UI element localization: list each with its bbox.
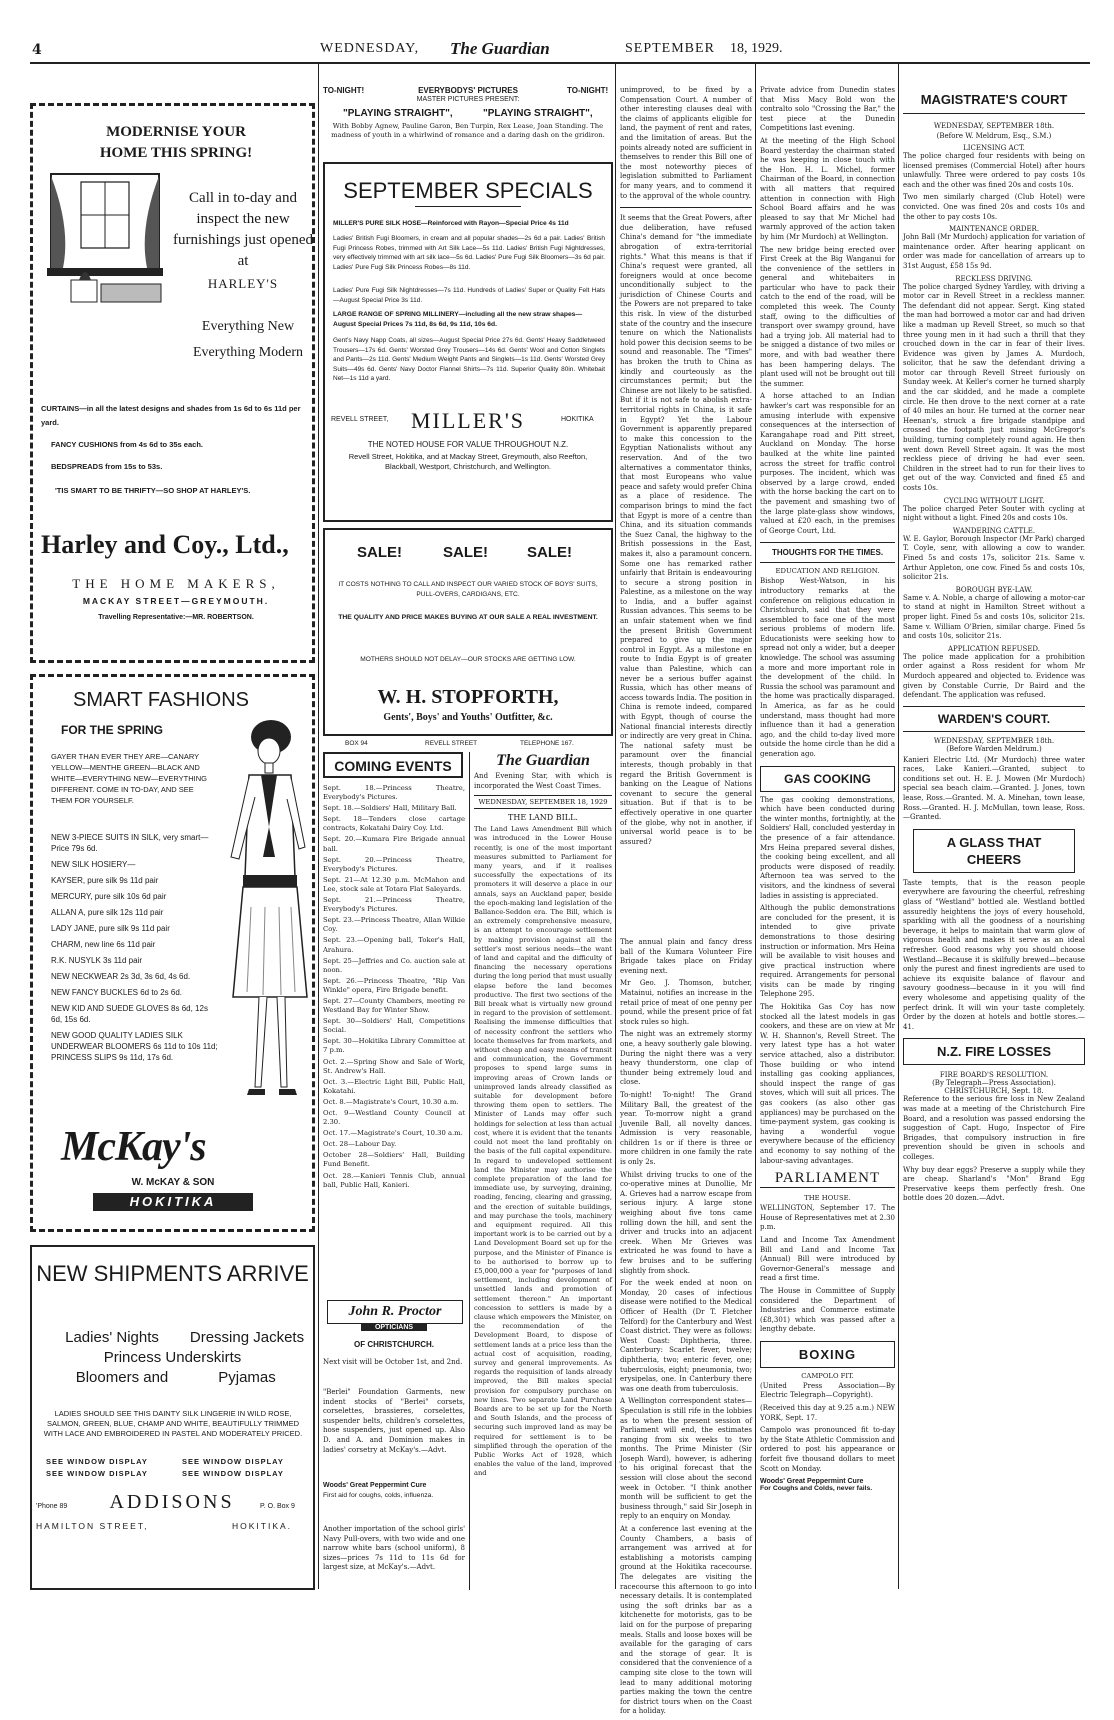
event-item: Oct. 28.—Kanieri Tennis Club, annual ball, Public Hall, Kanieri. bbox=[323, 1171, 465, 1189]
addisons-phone: 'Phone 89 bbox=[36, 1503, 68, 1510]
list-item: ALLAN A, pure silk 12s 11d pair bbox=[51, 908, 164, 917]
pictures-film-left: "PLAYING STRAIGHT", bbox=[343, 108, 453, 119]
subhead: BOROUGH BYE-LAW. bbox=[955, 585, 1033, 594]
column-6 bbox=[903, 86, 1085, 1207]
berlei-note: "Berlei" Foundation Garments, new indent stocks of "Berlei" corsets, corselettes, brassieres, corselettes, suspender belts, children's corselettes, hose suspenders, just opened up. Also D. and A. and Dominion makes in ladies' corsetry at McKay's.—Advt. bbox=[323, 1388, 465, 1454]
pictures-house: EVERYBODYS' PICTURES bbox=[418, 86, 518, 95]
stopforth-p2: THE QUALITY AND PRICE MAKES BUYING AT OUR SALE A REAL INVESTMENT. bbox=[338, 614, 598, 621]
event-item: Sept. 27—County Chambers, meeting re Westland Bay for Winter Show. bbox=[323, 996, 465, 1015]
list-item: MERCURY, pure silk 10s 6d pair bbox=[51, 892, 167, 901]
pictures-ad bbox=[323, 86, 613, 156]
addisons-desc: LADIES SHOULD SEE THIS DAINTY SILK LINGERIE IN WILD ROSE, SALMON, GREEN, BLUE, CHAMP AND WHITE, BEAUTIFULLY TRIMMED WITH LACE AND EMBROIDERED IN PASTEL AND MODERATELY PRICED. bbox=[43, 1409, 303, 1438]
guardian-sub: And Evening Star, with which is incorporated the West Coast Times. bbox=[474, 772, 612, 790]
gas-heading: GAS COOKING bbox=[760, 766, 895, 792]
events-list bbox=[323, 784, 465, 1192]
court-item: Same v. A. Noble, a charge of allowing a motor-car to stand at night in Hamilton Street without a proper light. Fined 5s and costs 10s, solicitor 21s. Same v. William O'Brien, similar charge. Fined 5s and costs 10s, solicitor 21s. bbox=[903, 593, 1085, 641]
addisons-line3b: Pyjamas bbox=[218, 1369, 276, 1386]
guardian-title: The Guardian bbox=[496, 752, 590, 769]
mckay-intro: GAYER THAN EVER THEY ARE—CANARY YELLOW—MENTHE GREEN—BLACK AND WHITE—EVERYTHING NEW—EVERYTHING DIFFERENT. COME IN TO-DAY, AND SEE THEM FOR YOURSELF. bbox=[51, 752, 207, 805]
subhead: LICENSING ACT. bbox=[963, 144, 1025, 152]
millers-tag: THE NOTED HOUSE FOR VALUE THROUGHOUT N.Z. bbox=[367, 440, 569, 449]
news-item: (Received this day at 9.25 a.m.) NEW YORK, Sept. 17. bbox=[760, 1404, 895, 1422]
editorial-land-bill: The Land Laws Amendment Bill which was introduced in the Lower House recently, is one of the most important measures submitted to Parliament for many years, and if it realises successfully the expectations of its promoters it will deserve a place in our annals, says an Auckland paper, beside the epoch-making land legislation of the Ballance-Seddon era. The Bill, which is an extremely comprehensive measure, is an attempt to encourage settlement by making provision against all the settler's most serious needs—the want of land and capital and the difficulty of financing the necessary operations during the long period that must usually elapse before the land becomes productive. The first two sections of the Bill break what is virtually new ground in regard to the provision of settlement. Realising the immense difficulties that of necessity confront the settlers who locate themselves far from markets, and without cheap and easy means of transit and communication, the Government proposes to spend large sums in improving areas of Crown lands or unimproved lands already classified as suitable for development before throwing them open to settlers. The Minister of Lands may offer such holdings for selection at less than actual cost, where it is evident that the tenants could not meet the land profitably on the basis of the full capital expenditure. In regard to undeveloped settlement land the Minister may authorise the complete preparation of the land for immediate use, by surveying, draining, roading, fencing, clearing and grassing, and the erection of suitable buildings, and may purchase the tools, machinery and equipment required. All this important work is to be carried out by a Land Development Board set up for the purpose, and the Minister of Finance is to be authorised to borrow up to £5,000,000 a year for "purposes of land settlement, including development of unsettled lands and promotion of settlement thereon." An important concession to settlers is made by a clause which empowers the Minister, on the recommendation of the Development Board, to dispose of settlement lands at a price less than the actual cost of acquisition, roading, survey and general improvements. As regards the requisition of lands already improved, the Bill makes special provision for compulsory purchase on new lines. Two separate Land Purchase Boards are to be set up for the North and South Islands, and the process of securing such improved land as may be required for settlement is to be simplified through the operation of the Public Works Act of 1928, which enables the value of the land, improved and bbox=[474, 825, 612, 1478]
news-item: Land and Income Tax Amendment Bill and Land and Income Tax (Annual) Bill were introduced by Governor-General's message and read a first time. bbox=[760, 1235, 895, 1283]
event-item: Sept. 25—Jeffries and Co. auction sale at noon. bbox=[323, 956, 465, 974]
mckay-list bbox=[51, 832, 221, 1068]
news-item: Although the public demonstrations are concluded for the present, it is intended to give private demonstrations to those desiring instruction or information. Mrs Heina will be available to visit houses and give practical instruction where required. Arrangements for personal visits can be made by ringing Telephone 295. bbox=[760, 904, 895, 999]
list-item: R.K. NUSYLK 3s 11d pair bbox=[51, 956, 143, 965]
news-item: Why buy dear eggs? Preserve a supply while they are cheap. Sharland's "Mon" Brand Egg Preservative keeps them perfectly fresh. One bottle does 20 dozen.—Advt. bbox=[903, 1165, 1085, 1203]
addisons-town: HOKITIKA. bbox=[232, 1521, 293, 1531]
fashion-lady-illustration bbox=[221, 707, 315, 1117]
woods-tag-1: First aid for coughs, colds, influenza. bbox=[323, 1492, 434, 1499]
addisons-see-2: SEE WINDOW DISPLAY bbox=[182, 1457, 284, 1466]
court-item: The police charged four residents with being on licensed premises (Commercial Hotel) after hours unlawfully. Three were ordered to pay costs 10s each and the other was fined 20s and costs 10s. bbox=[903, 152, 1085, 189]
news-item: The gas cooking demonstrations, which have been conducted during the winter months, fortnightly, at the Soldiers' Hall, concluded yesterday in the presence of a fair attendance. Mrs Heina prepared several dishes, the cooking being excellent, and all products were disposed of readily. Afternoon tea was served to the visitors, and the kindness of several ladies in assisting is appreciated. bbox=[760, 795, 895, 900]
event-item: Sept. 21—At 12.30 p.m. McMahon and Lee, stock sale at Totara Flat Saleyards. bbox=[323, 875, 465, 893]
events-title-box bbox=[323, 752, 463, 778]
mckay-headline: SMART FASHIONS bbox=[73, 689, 249, 711]
news-item: The Hokitika Gas Coy has now stocked all the latest models in gas cookers, and these are on view at Mr W. H. Shannon's, Revell Street. The very latest type has a hot water service attached, also a distributor. Those building or who intend installing gas cooking appliances, should inspect the range of gas stoves, which will suit all prices. The gas cookers (as also other gas appliances) may be purchased on the time-payment system, gas cooking is having a wonderful vogue everywhere because of the efficiency and economy to say nothing of the labour-saving advantages. bbox=[760, 1003, 895, 1165]
event-item: Sept. 23.—Princess Theatre, Allan Wilkie Coy. bbox=[323, 916, 465, 934]
event-item: October 28—Soldiers' Hall, Building Fund Benefit. bbox=[323, 1151, 465, 1169]
fire-subhead: FIRE BOARD'S RESOLUTION. bbox=[939, 1071, 1049, 1080]
list-item: NEW FANCY BUCKLES 6d to 2s 6d. bbox=[51, 988, 183, 997]
millers-p4: Gent's Navy Napp Coats, all sizes—August Special Price 27s 6d. Gents' Heavy Saddletweed Trousers—17s 6d. Gents' Worsted Grey Trousers—14s 6d. Gents' Wool and Cotton Singlets and Pants—2s 11d. Gents' Medium Weight Pants and Singlets—1s 11d. Gents' Worsted Grey Suits—49s 6d. Gents' Navy Doctor Flannel Shirts—7s 11d. Superior Quality 80in. Whitebait Net—1s 11d a yard. bbox=[333, 337, 605, 382]
stopforth-street: REVELL STREET bbox=[425, 740, 478, 747]
glass-heading: A GLASS THAT CHEERS bbox=[913, 829, 1075, 873]
news-item: For the week ended at noon on Monday, 20 cases of infectious disease were notified to the Medical Officer of Health (Dr T. Fletcher Telford) for the Canterbury and West Coast district. They were as follows: West Coast: Diphtheria, three. Canterbury: Scarlet fever, twelve; diphtheria, two; enteric fever, one; tuberculosis, eight; pneumonia, two; erysipelas, one. In Canterbury there was one death from tuberculosis. bbox=[620, 1279, 752, 1393]
millers-p1: Ladies' British Fugi Bloomers, in cream and all popular shades—2s 6d a pair. Ladies' British Fugi Princess Robes, trimmed with Art Silk Lace—5s 11d. Ladies' British Fugi Nightdresses, very effectively trimmed with art silk lace—5s 6d. Ladies' Pure Fugi Silk Bloomers—3s 6d pair. Ladies' Pure Fugi Silk Princess Robes—8s 11d. bbox=[333, 235, 605, 271]
list-item: NEW NECKWEAR 2s 3d, 3s 6d, 4s 6d. bbox=[51, 972, 191, 981]
subhead: MAINTENANCE ORDER. bbox=[948, 225, 1040, 234]
list-item: NEW KID AND SUEDE GLOVES 8s 6d, 12s 6d, 15s 6d. bbox=[51, 1004, 208, 1024]
millers-p2: Ladies' Pure Fugi Silk Nightdresses—7s 11d. Hundreds of Ladies' Super or Quality Felt Hats—August Special Price 3s 11d. bbox=[333, 287, 605, 304]
mckay-sub: FOR THE SPRING bbox=[61, 723, 164, 737]
news-item: A Wellington correspondent states—Speculation is still rife in the lobbies as to when the present session of Parliament will end, the estimates ranging from six weeks to two months. The Prime Minister (Sir Joseph Ward), however, is adhering to his original forecast that the session will close about the second week in October. "I think another month will be sufficient to get the business through," said Sir Joseph in reply to an enquiry on Monday. bbox=[620, 1397, 752, 1521]
column-rule bbox=[615, 64, 616, 1589]
news-item: Campolo was pronounced fit to-day by the State Athletic Commission and ordered to post his appearance or forfeit five thousand dollars to meet Scott on Monday. bbox=[760, 1426, 895, 1473]
proctor-visit: Next visit will be October 1st, and 2nd. bbox=[323, 1358, 463, 1366]
stopforth-p1: IT COSTS NOTHING TO CALL AND INSPECT OUR VARIED STOCK OF BOYS' SUITS, PULL-OVERS, CARDIGANS, ETC. bbox=[338, 581, 598, 598]
list-item: NEW GOOD QUALITY LADIES SILK UNDERWEAR BLOOMERS 6s 11d to 10s 11d; PRINCESS SLIPS 9s 11d, 17s 6d. bbox=[51, 1031, 218, 1062]
subhead: CYCLING WITHOUT LIGHT. bbox=[943, 496, 1045, 505]
news-item: Private advice from Dunedin states that Miss Macy Bold won the contralto solo "Crossing the Bar," the test piece at the Dunedin Competitions last evening. bbox=[760, 86, 895, 133]
harley-thrifty: 'TIS SMART TO BE THRIFTY—SO SHOP AT HARLEY'S. bbox=[55, 486, 251, 495]
addisons-ad bbox=[30, 1245, 315, 1590]
column-5 bbox=[760, 86, 895, 1492]
sale-3: SALE! bbox=[527, 544, 572, 561]
editorial bbox=[474, 752, 612, 1482]
subhead: WANDERING CATTLE. bbox=[952, 526, 1036, 535]
woods-tag-2: For Coughs and Colds, never fails. bbox=[760, 1485, 873, 1493]
harley-tag: THE HOME MAKERS, bbox=[72, 576, 280, 591]
millers-right: HOKITIKA bbox=[561, 416, 594, 423]
addisons-line1a: Ladies' Nights bbox=[65, 1329, 159, 1346]
house-heading: THE HOUSE. bbox=[804, 1194, 851, 1203]
news-item: The new bridge being erected over First Creek at the Big Wanganui for the convenience of the settlers in general and whitebaiters in particular who have to pack their catch to the end of the road, will be completed this week. The County staff, owing to the difficulties of transport over swampy ground, have had a trying job. All material had to be snigged a distance of two miles or more, and with bad weather there has been hampering delays. The plant used will not be brought out till the summer. bbox=[760, 245, 895, 388]
news-item: The House in Committee of Supply considered the Department of Industries and Commerce estimate (£8,301) which was passed after a lengthy debate. bbox=[760, 1286, 895, 1334]
addisons-name: ADDISONS bbox=[109, 1491, 235, 1513]
column-4 bbox=[620, 86, 752, 850]
addisons-see-3: SEE WINDOW DISPLAY bbox=[46, 1469, 148, 1478]
addisons-see-4: SEE WINDOW DISPLAY bbox=[182, 1469, 284, 1478]
event-item: Sept. 18.—Soldiers' Hall, Military Ball. bbox=[323, 804, 457, 813]
millers-headline: SEPTEMBER SPECIALS bbox=[343, 178, 593, 203]
event-item: Oct. 9—Westland County Council at 2.30. bbox=[323, 1109, 465, 1127]
event-item: Oct. 2.—Spring Show and Sale of Work, St. Andrew's Hall. bbox=[323, 1057, 465, 1075]
event-item: Sept. 23.—Opening ball, Toker's Hall, Arahura. bbox=[323, 936, 465, 954]
parliament-heading: PARLIAMENT bbox=[760, 1170, 895, 1188]
millers-p3: LARGE RANGE OF SPRING MILLINERY—including all the new straw shapes—August Special Prices 7s 11d, 8s 6d, 9s 11d, 10s 6d. bbox=[333, 311, 583, 328]
event-item: Sept. 21.—Princess Theatre, Everybody's Pictures. bbox=[323, 896, 465, 914]
column-4-news bbox=[620, 938, 752, 1720]
court-date: WEDNESDAY, SEPTEMBER 18th. bbox=[933, 122, 1055, 130]
event-item: Sept. 18—Tenders close cartage contracts, Kokatahi Dairy Coy. Ltd. bbox=[323, 815, 465, 833]
event-item: Sept. 20.—Princess Theatre, Everybody's Pictures. bbox=[323, 855, 465, 873]
proctor-city: OF CHRISTCHURCH. bbox=[354, 1340, 434, 1349]
news-item: A horse attached to an Indian hawker's cart was responsible for an amusing interlude with expensive consequences at the intersection of Karangahape road and Pitt street, Auckland on Monday. The horse baulked at the white line painted across the street for traffic control purposes. The incident, which was observed by a large crowd, ended with the horse backing the cart on to the pavement and smashing two of the large plate-glass show windows, valued at £20 each, in the premises of George Court, Ltd. bbox=[760, 392, 895, 535]
magistrate-heading: MAGISTRATE'S COURT bbox=[903, 86, 1085, 114]
millers-name: MILLER'S bbox=[410, 408, 526, 433]
stopforth-box: BOX 94 bbox=[345, 740, 368, 747]
news-item: The night was an extremely stormy one, a heavy southerly gale blowing. During the night there was a very heavy thunderstorm, one clap of thunder being extremely loud and close. bbox=[620, 1030, 752, 1087]
masthead-month: SEPTEMBER bbox=[625, 41, 715, 56]
window-curtain-illustration bbox=[41, 168, 169, 306]
news-item: At a conference last evening at the County Chambers, a basis of arrangement was arrived at for establishing a motorists camping ground at the Hokitika racecourse. The delegates are visiting the racecourse this afternoon to go into necessary details. It is contemplated using the soft drinks bar as a kitchenette for motorists, gas to be laid on for the purpose of preparing meals. Stalls and loose boxes will be available for the garaging of cars and the storage of gear. It is considered that the convenience of a camping site close to the town will lead to many additional motoring parties making the town the centre for district tours when on the Coast for a holiday. bbox=[620, 1525, 752, 1716]
addisons-line1b: Dressing Jackets bbox=[189, 1329, 305, 1346]
mckay-logo: McKay's bbox=[61, 1124, 206, 1170]
addisons-street: HAMILTON STREET, bbox=[36, 1521, 149, 1531]
sale-1: SALE! bbox=[357, 544, 402, 561]
harley-store: HARLEY'S bbox=[207, 276, 279, 291]
masthead-day: WEDNESDAY, bbox=[320, 41, 420, 56]
sale-2: SALE! bbox=[443, 544, 488, 561]
event-item: Oct. 17.—Magistrate's Court, 10.30 a.m. bbox=[323, 1129, 463, 1138]
court-item: Two men similarly charged (Club Hotel) were convicted. One was fined 20s and costs 10s and the other to pay costs 10s. bbox=[903, 193, 1085, 221]
warden-heading: WARDEN'S COURT. bbox=[903, 706, 1085, 732]
news-item: WELLINGTON, September 17. The House of Representatives met at 2.30 p.m. bbox=[760, 1204, 895, 1232]
woods-cure-1: Woods' Great Peppermint Cure bbox=[323, 1482, 427, 1489]
harley-name: Harley and Coy., Ltd., bbox=[41, 530, 289, 559]
event-item: Sept. 18.—Princess Theatre, Everybody's Pictures. bbox=[323, 784, 465, 802]
masthead-paper: The Guardian bbox=[450, 39, 550, 58]
news-item: To-night! To-night! The Grand Military Ball, the greatest of the year. To-morrow night a grand Juvenile Ball, all novelty dances. Admission is very reasonable, children 1s or if there is three or more children in one family the rate is only 2s. bbox=[620, 1090, 752, 1167]
news-item: Reference to the serious fire loss in New Zealand was made at a meeting of the Christchurch Fire Board, and a resolution was passed endorsing the suggestion of Capt. Hugo, Inspector of Fire Brigades, that compulsory instruction in fire prevention should be given in schools and colleges. bbox=[903, 1095, 1085, 1161]
boxing-heading: BOXING bbox=[760, 1341, 895, 1368]
court-item: Kanieri Electric Ltd. (Mr Murdoch) three water races, Lake Kanieri.—Granted, subject to conditions set out. H. E. J. Mowen (Mr Murdoch) special sea beach claim.—Granted. J. Jones, town lease, Ross.—Granted. M. A. Minehan, town lease, Ross.—Granted. H. J. McMullan, town lease, Ross.—Granted. bbox=[903, 755, 1085, 822]
column-rule bbox=[755, 64, 756, 1589]
pictures-film-right: "PLAYING STRAIGHT", bbox=[483, 108, 593, 119]
addisons-headline: NEW SHIPMENTS ARRIVE bbox=[36, 1261, 309, 1286]
page-number: 4 bbox=[32, 42, 42, 58]
court-item: The police charged Peter Souter with cycling at night without a light. Fined 20s and costs 10s. bbox=[903, 504, 1085, 523]
editorial-continuation: unimproved, to be fixed by a Compensation Court. A number of other interesting clauses deal with the claims of applicants eligible for land, the payment of rent and rates, and the limitation of areas. But the points already noted are sufficient in themselves to render this Bill one of the most noteworthy pieces of legislation submitted to Parliament for many years, and to commend it to the approval of the whole country. bbox=[620, 86, 752, 200]
column-rule bbox=[469, 752, 470, 1590]
news-item: At the meeting of the High School Board yesterday the chairman stated he was keeping in close touch with the Hon. H. L. Michel, former Chairman of the Board, in connection with all matters that required attention in connection with High School Board affairs and he was pleased to say that Mr Michel had warmly approved of the action taken by him (Mr Murdoch) at Wellington. bbox=[760, 136, 895, 241]
pictures-cast: With Bobby Agnew, Pauline Garon, Ben Turpin, Rex Lease, Joan Standing. The madness of youth in a whirlwind of romance and a daring dash on the gridiron. bbox=[331, 122, 605, 139]
event-item: Sept. 26.—Princess Theatre, "Rip Van Winkle" opera, Fire Brigade benefit. bbox=[323, 976, 465, 994]
addisons-box: P. O. Box 9 bbox=[260, 1503, 295, 1510]
mckay-ad bbox=[30, 674, 315, 1232]
pictures-presents: MASTER PICTURES PRESENT: bbox=[416, 96, 520, 103]
fight-heading: CAMPOLO FIT. bbox=[801, 1371, 854, 1380]
news-item: Whilst driving trucks to one of the co-operative mines at Dunollie, Mr A. Grieves had a narrow escape from serious injury. A large stone weighing about five tons came rolling down the hill, and sent the driver and trucks into an adjacent creek. When Mr Grieves was extricated he was found to have a few bruises and to be suffering slightly from shock. bbox=[620, 1170, 752, 1275]
events-title: COMING EVENTS bbox=[334, 758, 452, 774]
proctor-sub: OPTICIANS bbox=[361, 1324, 427, 1331]
millers-ad bbox=[323, 162, 613, 522]
news-item: (United Press Association—By Electric Telegraph—Copyright). bbox=[760, 1381, 895, 1400]
list-item: CHARM, new line 6s 11d pair bbox=[51, 940, 156, 949]
mckay-firm: W. McKAY & SON bbox=[131, 1177, 215, 1188]
news-item: Mr Geo. J. Thomson, butcher, Matainui, notifies an increase in the retail price of meat of one penny per pound, while the present price of fat stock rules so high. bbox=[620, 979, 752, 1026]
event-item: Sept. 30—Soldiers' Hall, Competitions Social. bbox=[323, 1017, 465, 1035]
mckay-town: HOKITIKA bbox=[93, 1193, 253, 1211]
subhead: APPLICATION REFUSED. bbox=[947, 644, 1041, 653]
harley-ad bbox=[30, 103, 315, 663]
warden-bench: (Before Warden Meldrum.) bbox=[946, 744, 1042, 753]
editorial-china: It seems that the Great Powers, after due deliberation, have refused China's demand for "the immediate abrogation of extra-territorial rights." What this means is that if China's request were granted, all foreigners would at once become unconditionally subject to the jurisdiction of Chinese Courts and the Powers are not prepared to take this risk. In view of the disturbed state of the country and the insecure tenure on which the Nationalists hold power this decision seems to be sound and reasonable. The "Times" has broken the truth to China as kindly and courteously as the circumstances permit; but the Chinese are not likely to be satisfied. But if it is not safe to abolish extra-territorial rights in China, is it safe in Egypt? Yet the Labour Government is apparently prepared to make this concession to the Egyptian Nationalists without any reservation. And of the two alternatives a commentator thinks, that most Europeans who value peace and safety would prefer China as a place of residence. The comparison brings to mind the fact that Egypt is more of a centre than China, and its situation commands the Suez Canal, the highway to the British possessions in the East, makes it, also a paramount concern. Some one has remarked rather unfairly that Britain is endeavouring to secure a strong position in Palestine, as a milestone on the way to India, and a buffer against Russian advances. This seems to be an unfair statement when we find the present British Government prepared to give up the major control in Egypt. As a milestone en route to India Egypt is of greater value than Palestine, which can never be a serious buffer against Russia, which has other means of access towards India. The position in China is remote indeed, compared with Egypt, though of course the National financial interests directly or indirectly are very great in China. The national safety must be paramount over the financial interests, though probably in that regard the British Government is banking on the League of Nations covenant to secure the general situation. But if that is to be effectively operative in one quarter of the globe, why not in another, if universal world peace is to be assured? bbox=[620, 214, 752, 846]
millers-left: REVELL STREET, bbox=[331, 416, 389, 423]
column-rule bbox=[898, 64, 899, 1589]
harley-addr: MACKAY STREET—GREYMOUTH. bbox=[82, 596, 270, 606]
masthead-date: 18, 1929. bbox=[730, 41, 783, 56]
millers-hose: MILLER'S PURE SILK HOSE—Reinforced with Rayon—Special Price 4s 11d bbox=[333, 220, 569, 227]
list-item: LADY JANE, pure silk 9s 11d pair bbox=[51, 924, 170, 933]
masthead bbox=[30, 38, 1090, 64]
news-item: The annual plain and fancy dress ball of the Kumara Volunteer Fire Brigade takes place on Friday evening next. bbox=[620, 938, 752, 975]
fire-city: CHRISTCHURCH, Sept. 18. bbox=[944, 1087, 1044, 1096]
addisons-line2: Princess Underskirts bbox=[103, 1349, 242, 1366]
pullovers-note: Another importation of the school girls' Navy Pull-overs, with two wide and one narrow white bars (school uniform), 8 sizes—prices 7s 11d to 11s 6d for largest size, at McKay's.—Advt. bbox=[323, 1525, 465, 1572]
court-item: The police made application for a prohibition order against a Ross resident for whom Mr Murdoch appeared and objected to. Evidence was given by Constable Currie, Dr Baird and the defendant. The application was refused. bbox=[903, 652, 1085, 700]
list-item: NEW 3-PIECE SUITS IN SILK, very smart—Price 79s 6d. bbox=[51, 833, 209, 853]
news-item: Bishop West-Watson, in his introductory remarks at the conference on religious education in Christchurch, said that they were assembled to face one of the most serious problems of modern life. Educationists were seeking how to spread not only a wider, but a deeper knowledge. The school was assuming a more and more important role in the development of the child. In Russia the school was paramount and the home was practically disparaged. In America, as far as he could understand, mass thought had more influence than it had a generation ago, and the child to-day lived more outside the home circle than he did a generation ago. bbox=[760, 577, 895, 758]
guardian-dateline: WEDNESDAY, SEPTEMBER 18, 1929 bbox=[474, 795, 612, 809]
proctor-ad bbox=[323, 1300, 465, 1380]
stopforth-tel: TELEPHONE 167. bbox=[520, 740, 574, 747]
harley-headline: MODERNISE YOUR HOME THIS SPRING! bbox=[99, 124, 253, 161]
proctor-name: John R. Proctor bbox=[327, 1300, 463, 1324]
edu-heading: EDUCATION AND RELIGION. bbox=[775, 567, 880, 576]
addisons-line3a: Bloomers and bbox=[75, 1369, 169, 1386]
event-item: Oct. 8.—Magistrate's Court, 10.30 a.m. bbox=[323, 1097, 459, 1106]
stopforth-p3: MOTHERS SHOULD NOT DELAY—OUR STOCKS ARE GETTING LOW. bbox=[360, 656, 576, 663]
harley-bedspreads: BEDSPREADS from 15s to 53s. bbox=[51, 462, 163, 471]
list-item: NEW SILK HOSIERY— bbox=[51, 860, 136, 869]
stopforth-name: W. H. STOPFORTH, bbox=[377, 686, 559, 708]
stopforth-ad bbox=[323, 528, 613, 736]
warden-date: WEDNESDAY, SEPTEMBER 18th. bbox=[933, 736, 1055, 745]
pictures-tonight-right: TO-NIGHT! bbox=[567, 86, 609, 95]
news-item: Taste tempts, that is the reason people everywhere are favouring the cheerful, refreshing glass of "Westland" bottled ale. Westland bottled assuredly heightens the joys of every household, sparkling with all the goodness of a nourishing beverage, it helps to maintain that warm glow of vigorous health and makes it serve as an ideal refresher. Good reasons why you should choose Westland—Because it is skilfully brewed—because only the purest and finest ingredients are used to achieve its exquisite balance of flavour and savoury goodness—because in it you will find every wholesome and appetising quality of the perfect drink. It will win your taste completely. Order by the dozen at hotels and bottle stores.—41. bbox=[903, 878, 1085, 1031]
fire-pa: (By Telegraph—Press Association). bbox=[932, 1079, 1056, 1088]
event-item: Sept. 20.—Kumara Fire Brigade annual ball. bbox=[323, 835, 465, 853]
stopforth-tag: Gents', Boys' and Youths' Outfitter, &c. bbox=[383, 712, 553, 723]
thoughts-heading: THOUGHTS FOR THE TIMES. bbox=[760, 542, 895, 563]
harley-call: Call in to-day and inspect the new furnishings just opened at bbox=[173, 190, 313, 269]
event-item: Oct. 3.—Electric Light Bill, Public Hall, Kokatahi. bbox=[323, 1077, 465, 1095]
addisons-see-1: SEE WINDOW DISPLAY bbox=[46, 1457, 148, 1466]
event-item: Sept. 30—Hokitika Library Committee at 7 p.m. bbox=[323, 1037, 465, 1055]
harley-rep: Travelling Representative:—MR. ROBERTSON. bbox=[98, 614, 254, 621]
pictures-tonight-left: TO-NIGHT! bbox=[323, 86, 365, 95]
harley-slogan: Everything New Everything Modern bbox=[192, 319, 304, 360]
court-item: John Ball (Mr Murdoch) application for variation of maintenance order. After hearing applicant on order was made for cancellation of arrears up to 31st August, £58 15s 9d. bbox=[903, 233, 1085, 270]
millers-addr: Revell Street, Hokitika, and at Mackay Street, Greymouth, also Reefton, Blackball, Westport, Christchurch, and Wellington. bbox=[348, 452, 588, 471]
woods-cure-2: Woods' Great Peppermint Cure bbox=[760, 1478, 864, 1486]
harley-cushions: FANCY CUSHIONS from 4s 6d to 35s each. bbox=[51, 440, 203, 449]
subhead: RECKLESS DRIVING. bbox=[955, 274, 1033, 283]
editorial-head: THE LAND BILL. bbox=[508, 813, 578, 823]
divider-ornament bbox=[415, 206, 521, 207]
event-item: Oct. 28—Labour Day. bbox=[323, 1140, 397, 1149]
court-item: The police charged Sydney Yardley, with driving a motor car in Revell Street in a reckless manner. The defendant did not appear. Sergt. King stated the man had borrowed a motor car and had driven like a madman up Revell Street, so much so that three young men in it had such a thrill that they crouched down in the car in fear of their lives. Evidence was given by James A. Murdoch, solicitor, that he saw the defendant driving a motor car through Revell Street furiously on Sunday week. At Keller's corner he turned sharply and the car skidded, and he made a complete circle. He then drove to the next corner at a rate of 40 miles an hour. He turned at the corner near Heenan's, struck a fire brigade standpipe and crossed the footpath just missing McGregor's building, turning completely round again. He then went down Revell Street again. It was the most reckless piece of driving he had ever seen. Children in the street had to run for their lives to get out of the way. Convicted and fined £5 and costs 10s. bbox=[903, 282, 1085, 492]
column-rule bbox=[318, 64, 319, 1589]
harley-curtains: CURTAINS—in all the latest designs and shades from 1s 6d to 6s 11d per yard. bbox=[41, 404, 301, 427]
court-bench: (Before W. Meldrum, Esq., S.M.) bbox=[936, 132, 1052, 140]
list-item: KAYSER, pure silk 9s 11d pair bbox=[51, 876, 159, 885]
court-item: W. E. Gaylor, Borough Inspector (Mr Park) charged T. Coyle, senr, with allowing a cow to wander. Fined 5s and costs 17s, solicitor 21s. Same v. Arthur Appleton, one cow. Fined 5s and costs 10s, solicitor 21s. bbox=[903, 534, 1085, 582]
fire-heading: N.Z. FIRE LOSSES bbox=[903, 1038, 1085, 1065]
